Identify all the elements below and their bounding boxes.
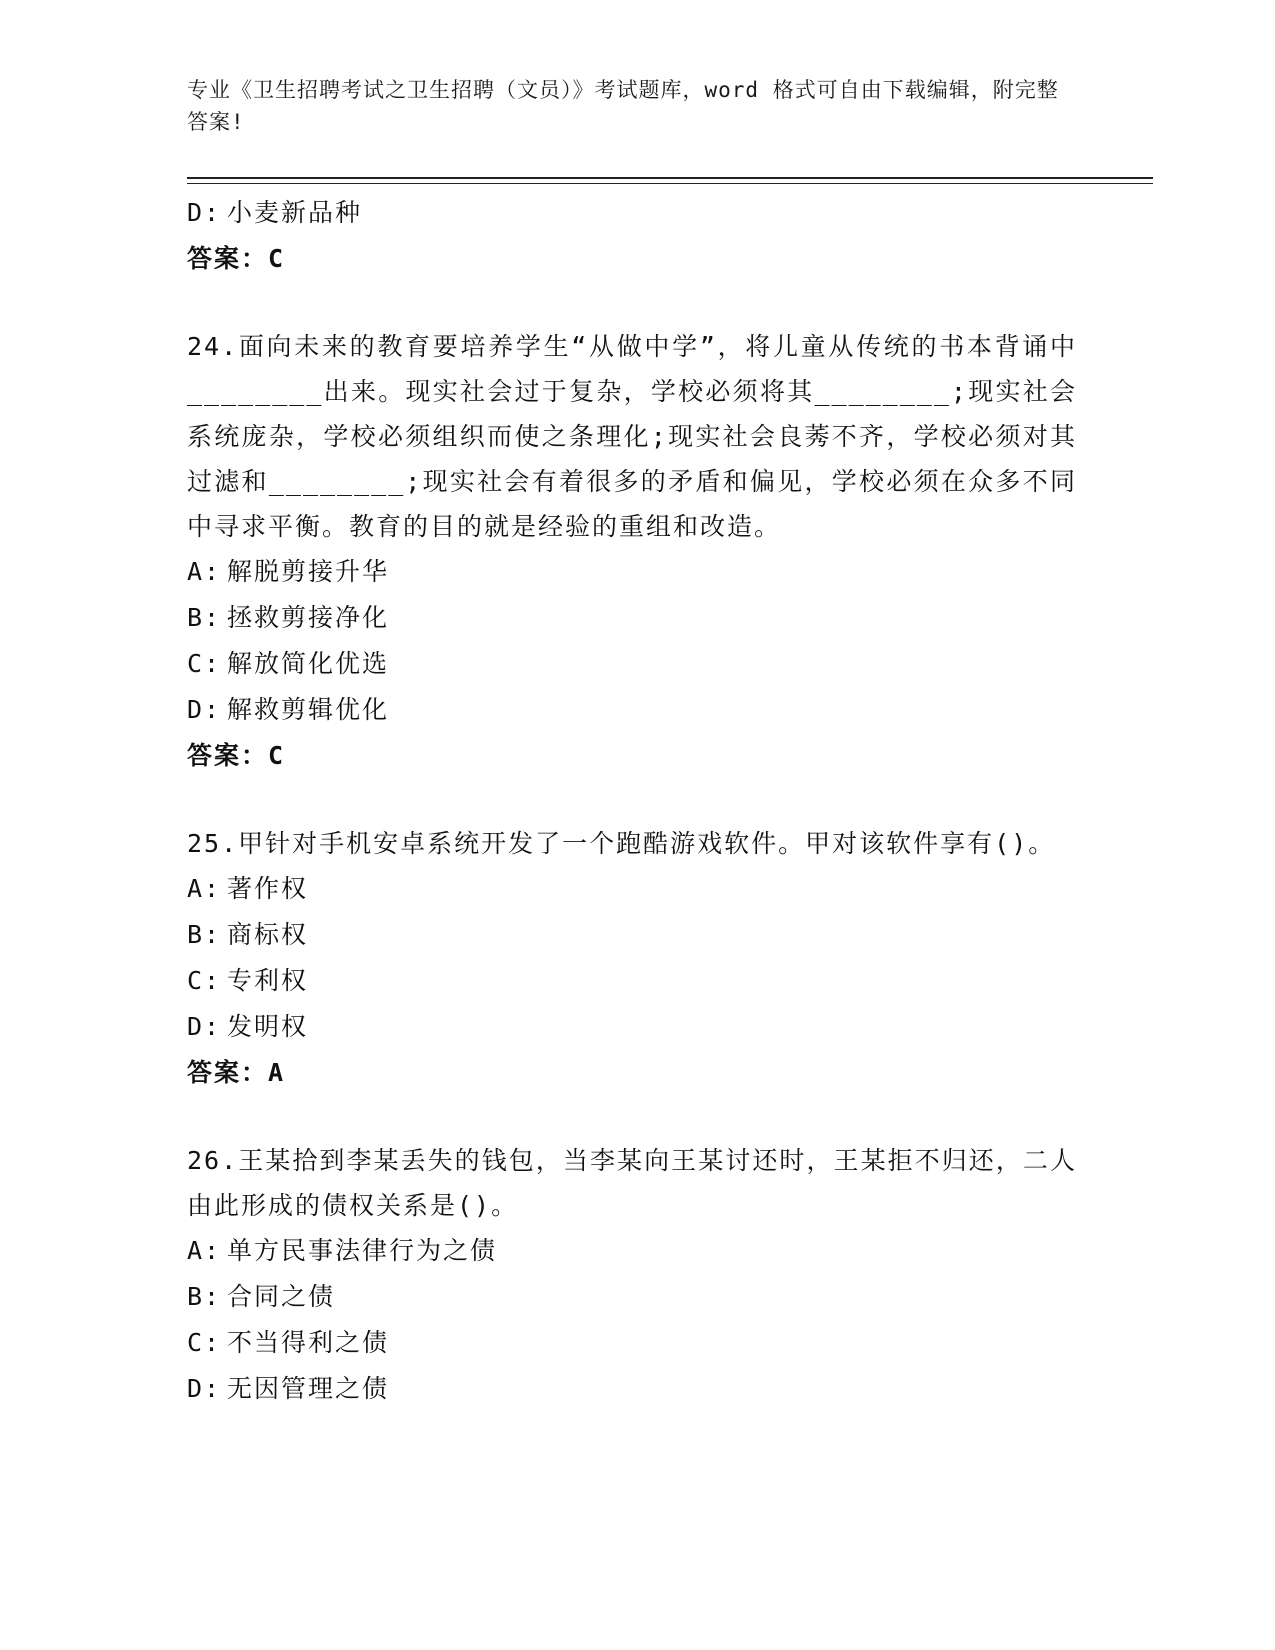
option-label: B:	[187, 603, 222, 632]
option-text: 解放简化优选	[227, 649, 390, 678]
q24-option-d	[187, 687, 1077, 733]
q24-answer: 答案：C	[187, 741, 286, 770]
option-text: 专利权	[227, 966, 309, 995]
option-label: B:	[187, 920, 222, 949]
option-label: A:	[187, 1236, 222, 1265]
q25-answer: 答案：A	[187, 1058, 286, 1087]
q26-option-b	[187, 1274, 1077, 1320]
q26-option-c	[187, 1320, 1077, 1366]
option-label: C:	[187, 966, 222, 995]
question-25: 25.甲针对手机安卓系统开发了一个跑酷游戏软件。甲对该软件享有()。	[187, 829, 1056, 858]
option-label: B:	[187, 1282, 222, 1311]
option-text: 商标权	[227, 920, 309, 949]
header-divider-thick	[187, 177, 1153, 179]
option-label: C:	[187, 1328, 222, 1357]
option-label: A:	[187, 557, 222, 586]
option-text: 单方民事法律行为之债	[227, 1236, 498, 1265]
q25-option-b	[187, 912, 1077, 958]
page-header: 专业《卫生招聘考试之卫生招聘（文员）》考试题库，word 格式可自由下载编辑，附完整答案!	[187, 78, 1059, 134]
q25-option-d	[187, 1004, 1077, 1050]
option-text: 小麦新品种	[227, 198, 363, 227]
option-label: D:	[187, 695, 222, 724]
answer-prev: 答案：C	[187, 244, 286, 273]
option-text: 无因管理之债	[227, 1374, 390, 1403]
option-label: D:	[187, 1012, 222, 1041]
q24-option-c	[187, 641, 1077, 687]
q25-option-c	[187, 958, 1077, 1004]
option-label: D:	[187, 198, 222, 227]
question-24: 24.面向未来的教育要培养学生“从做中学”，将儿童从传统的书本背诵中________出来。现实社会过于复杂，学校必须将其________;现实社会系统庞杂，学校必须组织而使之条理化;现实社会良莠不齐，学校必须对其过滤和________;现实社会有着很多的矛盾和偏见，学校必须在众多不同中寻求平衡。教育的目的就是经验的重组和改造。	[187, 332, 1077, 541]
option-text: 解脱剪接升华	[227, 557, 390, 586]
q25-option-a	[187, 866, 1077, 912]
q26-option-a	[187, 1228, 1077, 1274]
option-label: A:	[187, 874, 222, 903]
option-label: D:	[187, 1374, 222, 1403]
option-text: 发明权	[227, 1012, 309, 1041]
q24-option-b	[187, 595, 1077, 641]
q26-option-d	[187, 1366, 1077, 1412]
option-d-prev	[187, 190, 1077, 236]
option-text: 著作权	[227, 874, 309, 903]
option-text: 拯救剪接净化	[227, 603, 390, 632]
option-text: 不当得利之债	[227, 1328, 390, 1357]
question-26: 26.王某拾到李某丢失的钱包，当李某向王某讨还时，王某拒不归还，二人由此形成的债权关系是()。	[187, 1146, 1077, 1220]
header-divider-thin	[187, 183, 1153, 184]
option-text: 解救剪辑优化	[227, 695, 390, 724]
question-list	[187, 190, 1077, 1412]
option-label: C:	[187, 649, 222, 678]
option-text: 合同之债	[227, 1282, 336, 1311]
q24-option-a	[187, 549, 1077, 595]
